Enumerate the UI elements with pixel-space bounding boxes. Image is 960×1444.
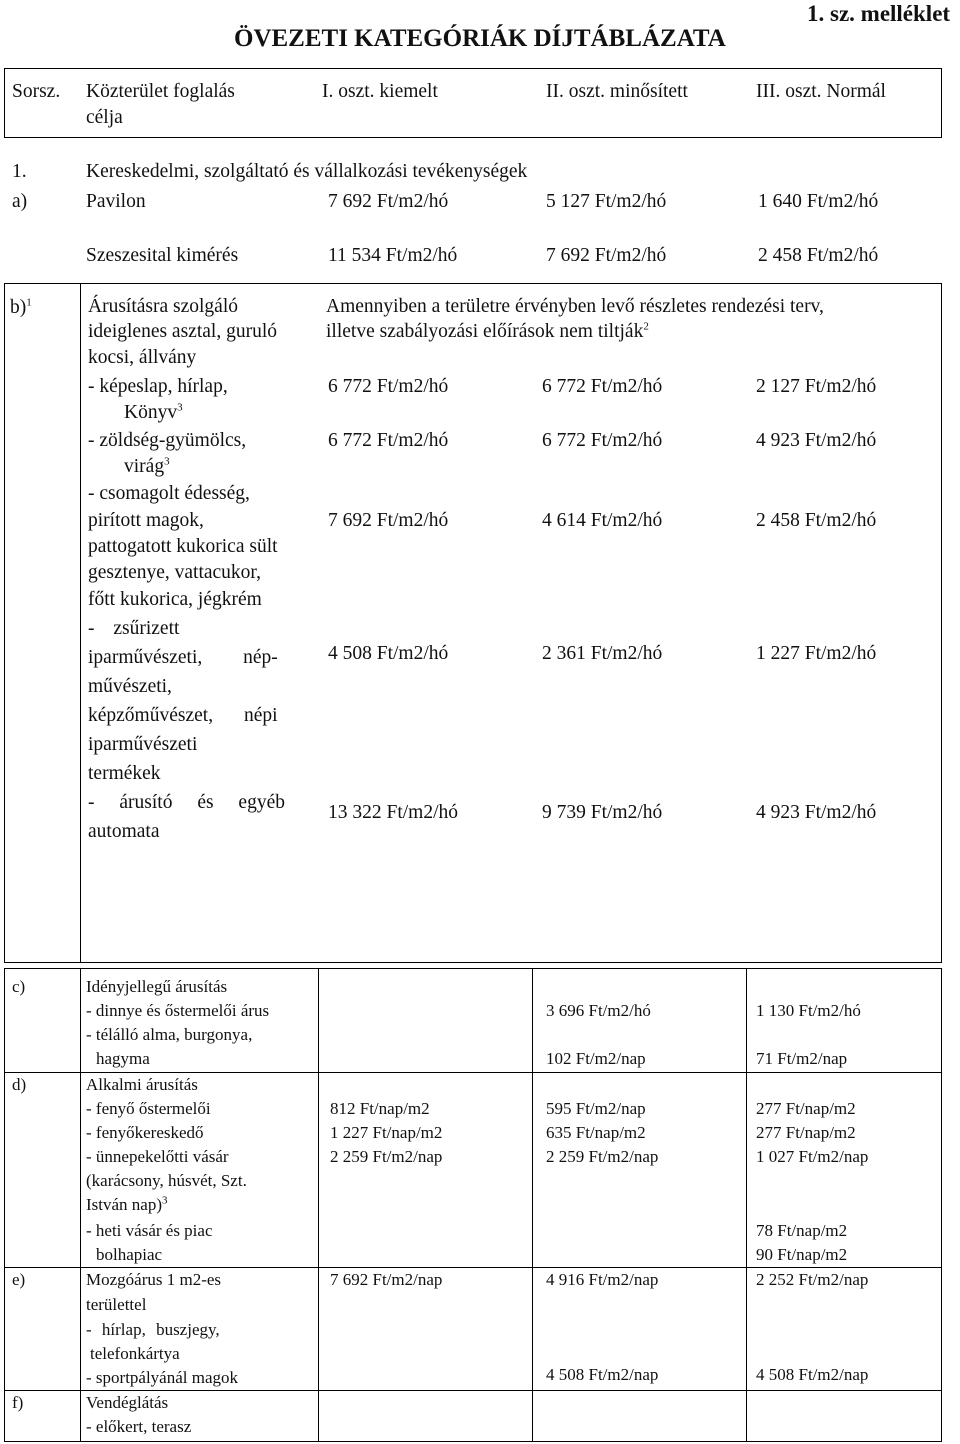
grid-line [4, 68, 5, 138]
col-header-purpose: célja [86, 107, 123, 128]
note-line: Amennyiben a területre érvényben levő részletes rendezési terv, [326, 296, 824, 317]
fee-cell: 7 692 Ft/m2/hó [328, 510, 449, 531]
desc-line: - fenyő őstermelői [86, 1099, 211, 1118]
section-title: Kereskedelmi, szolgáltató és vállalkozási tevékenységek [86, 161, 528, 182]
grid-line [4, 1072, 942, 1073]
desc-line: - árusító és egyéb [88, 792, 285, 813]
fee-cell: 13 322 Ft/m2/hó [328, 802, 459, 823]
grid-line [4, 962, 942, 963]
fee-cell: 71 Ft/m2/nap [756, 1049, 848, 1068]
row-label [10, 298, 32, 318]
fee-cell: 812 Ft/nap/m2 [330, 1099, 430, 1118]
desc-line: telefonkártya [90, 1344, 180, 1363]
desc-line: gesztenye, vattacukor, [88, 562, 262, 583]
fee-cell: 9 739 Ft/m2/hó [542, 802, 663, 823]
note-text: illetve szabályozási előírások nem tiltják [326, 321, 644, 342]
desc-line: - télálló alma, burgonya, [86, 1025, 253, 1044]
fee-cell: 90 Ft/nap/m2 [756, 1245, 848, 1264]
desc-line: pirított magok, [88, 510, 204, 531]
fee-cell: 4 923 Ft/m2/hó [756, 802, 877, 823]
desc-line: hagyma [96, 1049, 150, 1068]
desc-line: automata [88, 821, 160, 842]
desc-line: - képeslap, hírlap, [88, 376, 228, 397]
grid-line [746, 968, 747, 1442]
desc-text: István nap) [86, 1195, 163, 1214]
desc-line: - zsűrizett [88, 618, 180, 639]
fee-cell: 6 772 Ft/m2/hó [328, 430, 449, 451]
col-header-class1: I. oszt. kiemelt [322, 81, 438, 102]
fee-cell: 2 259 Ft/m2/nap [330, 1147, 443, 1166]
desc-line: - előkert, terasz [86, 1417, 192, 1436]
annex-label: 1. sz. melléklet [807, 1, 951, 26]
note-line [326, 322, 649, 342]
fee-cell: 1 640 Ft/m2/hó [758, 191, 879, 212]
desc-line: művészeti, [88, 676, 172, 697]
fee-cell: 595 Ft/m2/nap [546, 1099, 646, 1118]
fee-cell: 2 252 Ft/m2/nap [756, 1270, 869, 1289]
fee-cell: 6 772 Ft/m2/hó [542, 376, 663, 397]
grid-line [4, 1267, 942, 1268]
fee-cell: 2 361 Ft/m2/hó [542, 643, 663, 664]
fee-cell: 3 696 Ft/m2/hó [546, 1001, 651, 1020]
desc-line: kocsi, állvány [88, 347, 197, 368]
desc-line: területtel [86, 1295, 147, 1314]
desc-line: - hírlap, buszjegy, [86, 1320, 220, 1339]
fee-cell: 6 772 Ft/m2/hó [542, 430, 663, 451]
desc-line: - csomagolt édesség, [88, 483, 250, 504]
row-label: f) [12, 1393, 24, 1412]
desc-line [86, 1196, 168, 1213]
grid-line [941, 68, 942, 138]
fee-cell: 1 227 Ft/m2/hó [756, 643, 877, 664]
grid-line [80, 968, 81, 1442]
fee-cell: 102 Ft/m2/nap [546, 1049, 646, 1068]
desc-text: virág [124, 456, 165, 477]
grid-line [941, 968, 942, 1442]
desc-line: főtt kukorica, jégkrém [88, 589, 262, 610]
desc-line: - zöldség-gyümölcs, [88, 430, 247, 451]
grid-line [4, 968, 942, 969]
desc-text: Könyv [124, 402, 178, 423]
row-label: e) [12, 1270, 26, 1289]
desc-line: termékek [88, 763, 161, 784]
desc-line: - heti vásár és piac [86, 1221, 213, 1240]
fee-cell: 277 Ft/nap/m2 [756, 1123, 856, 1142]
grid-line [4, 137, 942, 138]
desc-line: Árusításra szolgáló [88, 296, 239, 317]
desc-line: pattogatott kukorica sült [88, 536, 278, 557]
fee-cell: 7 692 Ft/m2/hó [546, 245, 667, 266]
grid-line [532, 968, 533, 1442]
fee-cell: 7 692 Ft/m2/hó [328, 191, 449, 212]
fee-cell: 4 614 Ft/m2/hó [542, 510, 663, 531]
page-title: ÖVEZETI KATEGÓRIÁK DÍJTÁBLÁZATA [234, 25, 726, 52]
fee-cell: 2 458 Ft/m2/hó [756, 510, 877, 531]
desc-line: - sportpályánál magok [86, 1368, 239, 1387]
desc-line: (karácsony, húsvét, Szt. [86, 1171, 247, 1190]
desc-line: iparművészeti [88, 734, 198, 755]
fee-cell: 1 227 Ft/nap/m2 [330, 1123, 443, 1142]
fee-cell: 277 Ft/nap/m2 [756, 1099, 856, 1118]
grid-line [941, 283, 942, 963]
fee-cell: 5 127 Ft/m2/hó [546, 191, 667, 212]
grid-line [318, 968, 319, 1442]
col-header-purpose: Közterület foglalás [86, 81, 235, 102]
desc-line: ideiglenes asztal, guruló [88, 321, 277, 342]
desc-line [124, 403, 183, 423]
section-number: 1. [12, 161, 27, 182]
fee-cell: 4 916 Ft/m2/nap [546, 1270, 659, 1289]
col-header-class2: II. oszt. minősített [546, 81, 688, 102]
row-item-szeszes: Szeszesital kimérés [86, 245, 239, 266]
desc-line: Idényjellegű árusítás [86, 977, 228, 996]
desc-line: bolhapiac [96, 1245, 163, 1264]
col-header-sorsz: Sorsz. [12, 81, 61, 102]
fee-cell: 6 772 Ft/m2/hó [328, 376, 449, 397]
row-item-pavilon: Pavilon [86, 191, 146, 212]
fee-cell: 2 259 Ft/m2/nap [546, 1147, 659, 1166]
fee-cell: 4 508 Ft/m2/nap [756, 1365, 869, 1384]
desc-line: - dinnye és őstermelői árus [86, 1001, 270, 1020]
desc-line: - fenyőkereskedő [86, 1123, 204, 1142]
row-label: c) [12, 977, 26, 996]
desc-line: Alkalmi árusítás [86, 1075, 198, 1094]
fee-cell: 7 692 Ft/m2/nap [330, 1270, 443, 1289]
grid-line [4, 1390, 942, 1391]
fee-cell: 2 458 Ft/m2/hó [758, 245, 879, 266]
footnote-ref: 3 [162, 1194, 168, 1207]
desc-line: képzőművészet, népi [88, 705, 278, 726]
col-header-class3: III. oszt. Normál [756, 81, 886, 102]
fee-cell: 4 508 Ft/m2/nap [546, 1365, 659, 1384]
desc-line: - ünnepekelőtti vásár [86, 1147, 229, 1166]
desc-line [124, 457, 170, 477]
row-label: a) [12, 191, 28, 212]
footnote-ref: 2 [643, 320, 649, 333]
row-label: d) [12, 1075, 27, 1094]
fee-cell: 4 508 Ft/m2/hó [328, 643, 449, 664]
grid-line [4, 1441, 942, 1442]
desc-line: iparművészeti, nép- [88, 647, 278, 668]
row-label-text: b) [10, 297, 27, 318]
grid-line [4, 968, 5, 1442]
grid-line [4, 283, 942, 284]
footnote-ref: 1 [26, 296, 32, 309]
grid-line [4, 68, 942, 69]
fee-cell: 635 Ft/nap/m2 [546, 1123, 646, 1142]
fee-cell: 2 127 Ft/m2/hó [756, 376, 877, 397]
fee-cell: 11 534 Ft/m2/hó [328, 245, 458, 266]
grid-line [4, 283, 5, 963]
desc-line: Mozgóárus 1 m2-es [86, 1270, 222, 1289]
fee-cell: 4 923 Ft/m2/hó [756, 430, 877, 451]
fee-cell: 1 027 Ft/m2/nap [756, 1147, 869, 1166]
fee-cell: 1 130 Ft/m2/hó [756, 1001, 861, 1020]
grid-line [80, 283, 81, 963]
desc-line: Vendéglátás [86, 1393, 169, 1412]
footnote-ref: 3 [177, 401, 183, 414]
footnote-ref: 3 [164, 455, 170, 468]
fee-cell: 78 Ft/nap/m2 [756, 1221, 848, 1240]
